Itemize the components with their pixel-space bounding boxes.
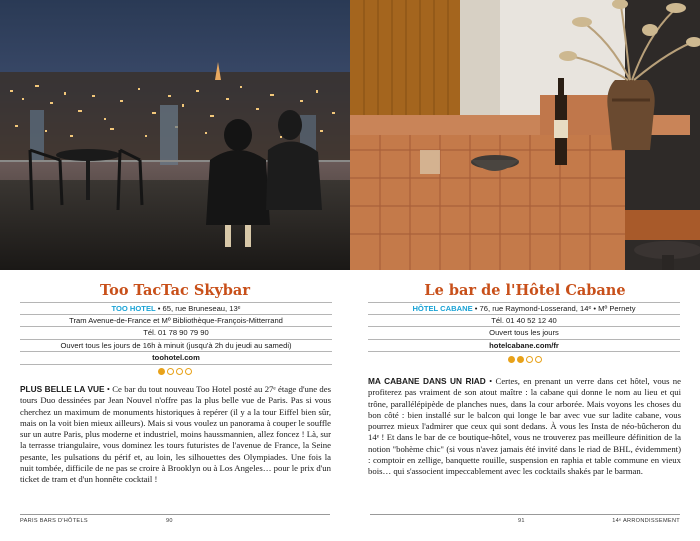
- review-lead: PLUS BELLE LA VUE: [20, 384, 105, 394]
- page-number-right: 91: [518, 518, 525, 524]
- address-row: [20, 302, 332, 315]
- venue-info: [368, 302, 680, 352]
- venue-info: [20, 302, 332, 365]
- rating-dot-empty: [526, 356, 533, 363]
- review-body: • Certes, en prenant un verre dans cet hôtel, vous ne profiterez pas vraiment de son atout maître : la cabane qui donne le nom au lieu et qui trône, parallélépipède de planches nues, dans la cour arborée. Mais voyons les choses du bon côté : bien installé sur le balcon qui longe le bar avec vue sur ladite cabane, vous pourrez mieux l'admirer que ceux qui sont dedans. À vous les Insta de néo-bûcheron du 14ᵉ ! Et dans le bar de ce boutique-hôtel, vous ne trouverez pas meilleure définition de la notion "bohème chic" (si vous n'avez jamais été invité dans le riad de BHL, évidemment) : comptoir en zellige, banquette rouille, suspension en raphia et table commune en vieux bois… qui s'associent impeccablement avec les cocktails shakés par le barman.: [368, 376, 682, 477]
- review-body: • Ce bar du tout nouveau Too Hotel posté au 27ᵉ étage d'une des tours Duo dessinées par Jean Nouvel n'offre pas la plus belle vue de Paris. Pas si vous cherchez un maximum de monuments historiques à repérer (il y a la tour Eiffel bien sûr, mais on la voit bien mieux ailleurs). Mais si vous voulez un panorama à couper le souffle sur un autre Paris, plus moderne et industriel, moins haussmannien, allez foncez ! Là, sur la terrasse triangulaire, vous dominez les tours futuristes de l'avenue de France, la Seine pesante, les pulsations du périf et, au loin, les silhouettes des Olympiades. Une fois la nuit tombée, difficile de ne pas se croire à Brooklyn ou à Los Angeles… pour le prix d'un ticket de tram et d'un honnête cocktail !: [20, 384, 331, 485]
- hours-row: Ouvert tous les jours de 16h à minuit (jusqu'à 2h du jeudi au samedi): [20, 340, 332, 353]
- transit-row: Tram Avenue-de-France et Mº Bibliothèque-François-Mitterrand: [20, 315, 332, 328]
- address-row: [368, 302, 680, 315]
- rating-dot-empty: [176, 368, 183, 375]
- phone-row: Tél. 01 40 52 12 40: [368, 315, 680, 328]
- rating-dot-filled: [517, 356, 524, 363]
- rating-dot-filled: [508, 356, 515, 363]
- rating-dot-empty: [535, 356, 542, 363]
- website-link[interactable]: hotelcabane.com/fr: [368, 340, 680, 353]
- footer-rule: [20, 514, 330, 515]
- website-link[interactable]: toohotel.com: [20, 352, 332, 365]
- address: • 65, rue Bruneseau, 13ᵉ: [155, 304, 241, 313]
- hotel-name: TOO HOTEL: [111, 304, 156, 313]
- review-text: [20, 384, 331, 486]
- hours-row: Ouvert tous les jours: [368, 327, 680, 340]
- cabane-bar-photo: [350, 0, 700, 270]
- rating-dot-empty: [185, 368, 192, 375]
- rating-dot-filled: [158, 368, 165, 375]
- phone-row: Tél. 01 78 90 79 90: [20, 327, 332, 340]
- page-number-left: 90: [166, 518, 173, 524]
- hotel-name: HÔTEL CABANE: [412, 304, 473, 313]
- footer-book-title: PARIS BARS D'HÔTELS: [20, 518, 88, 524]
- skybar-photo: [0, 0, 350, 270]
- rating-dot-empty: [167, 368, 174, 375]
- footer-section-title: 14ᵉ ARRONDISSEMENT: [612, 518, 680, 524]
- review-text: [368, 376, 681, 478]
- footer-rule: [370, 514, 680, 515]
- venue-title: Le bar de l'Hôtel Cabane: [424, 282, 626, 299]
- venue-title: Too TacTac Skybar: [100, 282, 250, 299]
- address: • 76, rue Raymond-Losserand, 14ᵉ • Mº Pernety: [472, 304, 636, 313]
- price-rating: [350, 356, 700, 363]
- review-lead: MA CABANE DANS UN RIAD: [368, 376, 486, 386]
- right-page: [350, 0, 700, 541]
- price-rating: [0, 368, 350, 375]
